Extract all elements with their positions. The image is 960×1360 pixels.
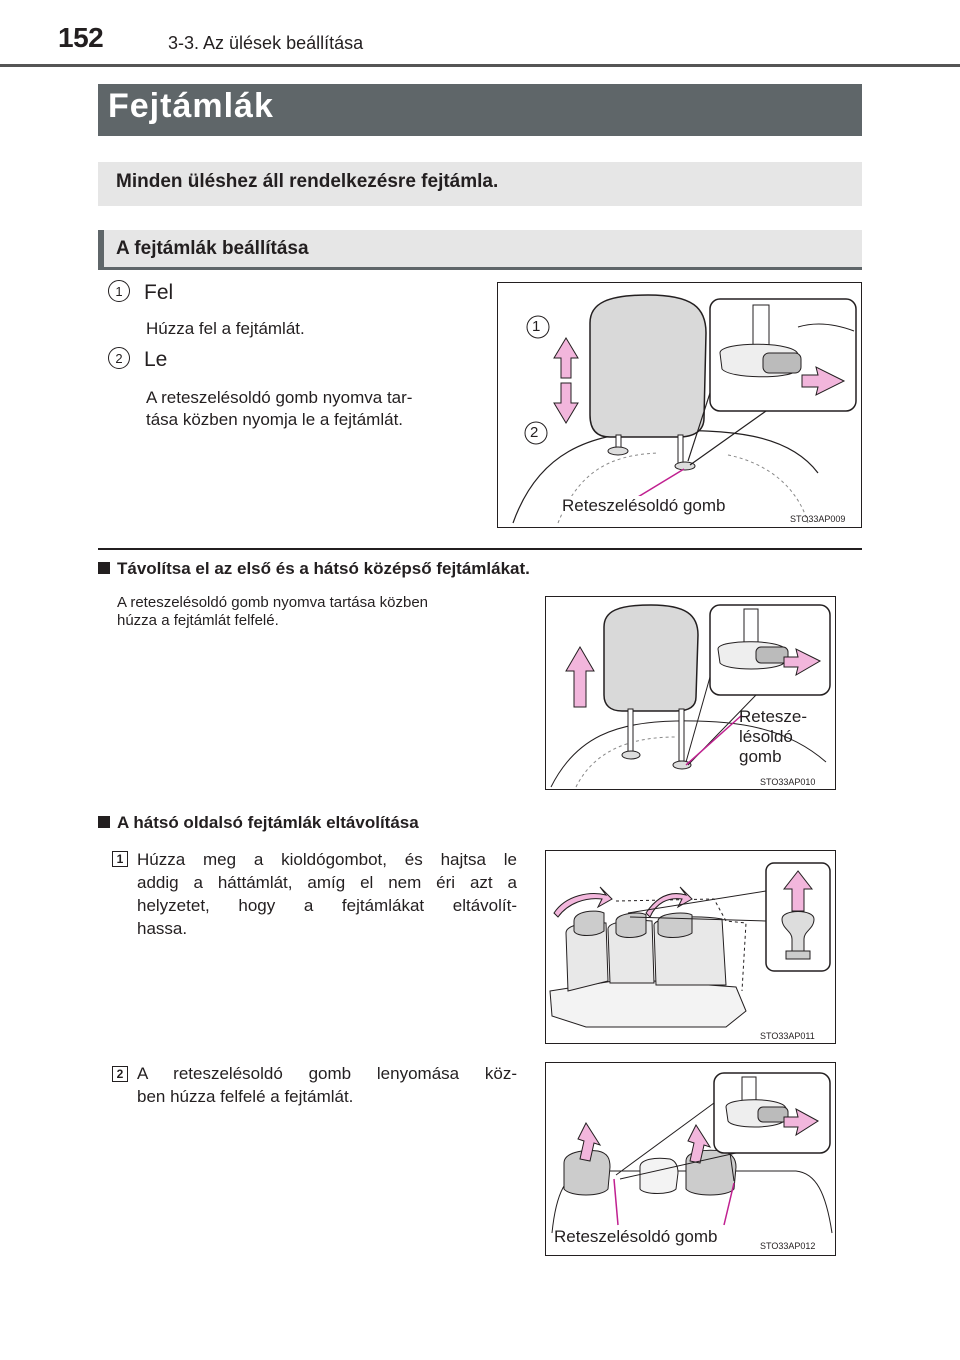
remove-center-text-line1: A reteszelésoldó gomb nyomva tartása közben	[117, 594, 429, 611]
callout-1: 1	[532, 318, 541, 335]
side-step-2-line2: ben húzza felfelé a fejtámlát.	[137, 1087, 354, 1106]
side-step-2-text	[137, 1062, 517, 1108]
figure-remove-center	[545, 596, 836, 790]
side-step-1-line3: helyzetet, hogy a fejtámlákat eltávolít-	[137, 896, 517, 915]
side-step-2-line1: A reteszelésoldó gomb lenyomása köz-	[137, 1064, 517, 1083]
figure-code: STO33AP009	[790, 514, 846, 524]
figure-label-release-button: Reteszelésoldó gomb	[562, 496, 726, 515]
step-title-up: Fel	[144, 281, 174, 304]
step-title-down: Le	[144, 348, 168, 371]
remove-center-illustration	[546, 597, 836, 790]
step-text-down-line2: tása közben nyomja le a fejtámlát.	[146, 410, 404, 429]
figure2-code: STO33AP010	[760, 777, 816, 787]
page-number: 152	[58, 22, 104, 53]
bullet-square	[98, 562, 110, 574]
bullet-square-2	[98, 816, 110, 828]
step-number-2: 2	[108, 347, 130, 369]
subheading-adjust: A fejtámlák beállítása	[116, 238, 309, 259]
callout-2: 2	[530, 424, 539, 441]
side-step-1-text	[137, 848, 517, 940]
figure4-label-release-button: Reteszelésoldó gomb	[554, 1227, 718, 1246]
intro-text: Minden üléshez áll rendelkezésre fejtámla.	[116, 171, 499, 192]
side-step-number-2: 2	[112, 1066, 128, 1082]
figure4-code: STO33AP012	[760, 1241, 816, 1251]
section-title: 3-3. Az ülések beállítása	[168, 33, 364, 53]
heading-remove-center: Távolítsa el az első és a hátsó középső fejtámlákat.	[117, 559, 530, 578]
heading-remove-side: A hátsó oldalsó fejtámlák eltávolítása	[117, 813, 419, 832]
step-text-down-line1: A reteszelésoldó gomb nyomva tar-	[146, 388, 413, 407]
remove-center-text-line2: húzza a fejtámlát felfelé.	[117, 612, 279, 629]
headrest-adjust-illustration	[498, 283, 862, 528]
section-divider	[98, 548, 862, 550]
step-number-1: 1	[108, 280, 130, 302]
figure2-label-line1: Retesze-	[739, 707, 808, 726]
figure-headrest-adjust	[497, 282, 862, 528]
figure3-code: STO33AP011	[760, 1031, 815, 1041]
fold-seatback-illustration	[546, 851, 836, 1044]
side-step-1-line4: hassa.	[137, 919, 188, 938]
side-step-1-line1: Húzza meg a kioldógombot, és hajtsa le	[137, 850, 517, 869]
header-rule	[0, 64, 960, 67]
figure2-label-line2: lésoldó	[739, 727, 793, 746]
figure-fold-seatback	[545, 850, 836, 1044]
side-step-1-line2: addig a háttámlát, amíg el nem éri azt a	[137, 873, 517, 892]
side-step-number-1: 1	[112, 851, 128, 867]
step-text-up: Húzza fel a fejtámlát.	[146, 319, 305, 338]
page-title: Fejtámlák	[108, 87, 274, 125]
figure2-label-line3: gomb	[739, 747, 782, 766]
figure-remove-side	[545, 1062, 836, 1256]
